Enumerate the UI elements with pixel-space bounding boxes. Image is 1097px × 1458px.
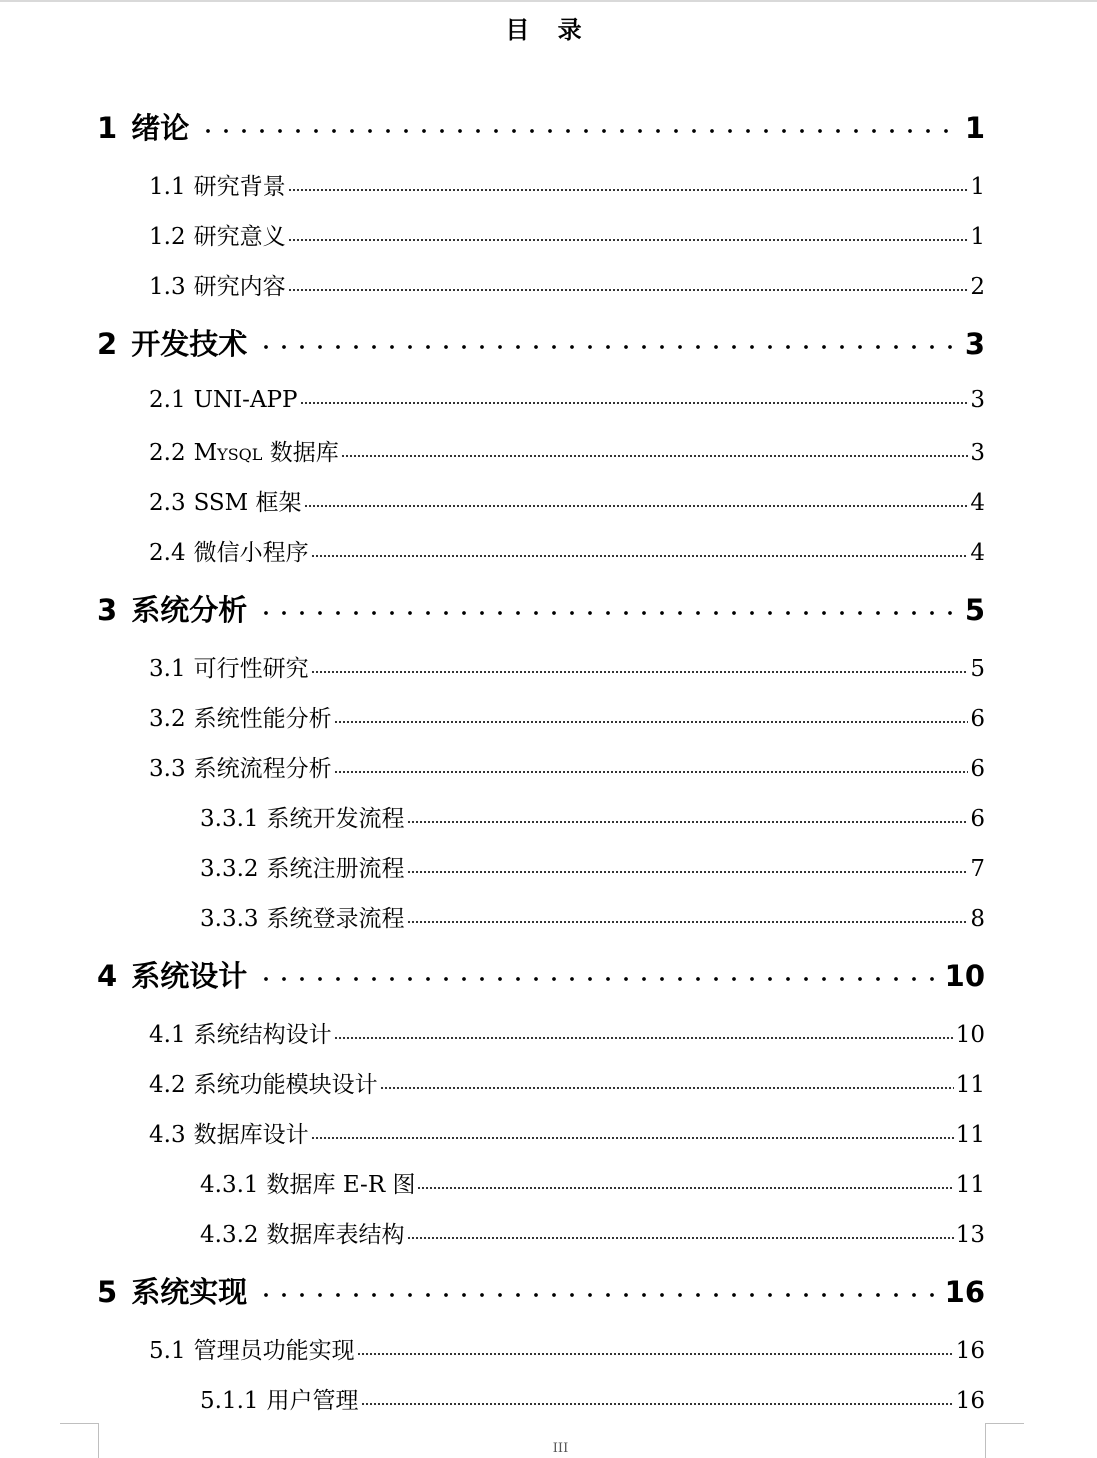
toc-entry[interactable] — [200, 800, 985, 832]
toc-entry-title: 数据库设计 — [193, 1122, 309, 1148]
toc-entry-label — [149, 168, 286, 201]
toc-entry-title: 研究意义 — [193, 224, 286, 250]
toc-entry-page: 11 — [955, 1172, 985, 1198]
toc-entry-title: 研究内容 — [193, 274, 286, 300]
toc-entry-title: 系统注册流程 — [266, 856, 405, 882]
dot-leader — [304, 487, 969, 510]
dot-leader — [380, 1069, 954, 1092]
toc-entry[interactable] — [200, 900, 985, 932]
toc-entry-title: 系统流程分析 — [193, 756, 332, 782]
toc-entry-page: 6 — [970, 806, 985, 832]
toc-entry-number: 2.3 — [149, 490, 186, 516]
toc-entry-page: 4 — [970, 490, 985, 516]
toc-entry-title: 管理员功能实现 — [193, 1338, 355, 1364]
toc-entry[interactable] — [149, 750, 985, 782]
dot-leader — [311, 653, 969, 676]
toc-entry-number: 3 — [97, 593, 118, 627]
dot-leader — [334, 1019, 954, 1042]
toc-entry[interactable] — [149, 1016, 985, 1048]
toc-entry[interactable] — [149, 384, 985, 416]
dot-leader — [407, 803, 969, 826]
dot-leader — [288, 171, 969, 194]
toc-entry-number: 4.3.1 — [200, 1172, 259, 1198]
toc-entry-title: Mysql 数据库 — [193, 440, 339, 466]
toc-entry-label — [200, 1166, 415, 1199]
toc-entry-label — [149, 268, 286, 301]
dot-leader — [199, 109, 955, 138]
dot-leader — [334, 753, 969, 776]
toc-entry-page: 16 — [955, 1388, 985, 1414]
toc-entry-page: 3 — [970, 387, 985, 413]
toc-entry-label — [149, 1066, 378, 1099]
toc-entry[interactable] — [149, 434, 985, 466]
toc-entry[interactable] — [149, 268, 985, 300]
toc-entry-title: 系统登录流程 — [266, 906, 405, 932]
toc-entry[interactable] — [200, 1216, 985, 1248]
toc-entry-number: 1.1 — [149, 174, 186, 200]
toc-entry-number: 3.1 — [149, 656, 186, 682]
toc-entry-label — [149, 534, 309, 567]
toc-entry-label — [200, 1382, 359, 1415]
dot-leader — [334, 703, 969, 726]
toc-entry-title: 数据库表结构 — [266, 1222, 405, 1248]
dot-leader — [407, 903, 969, 926]
dot-leader — [407, 1219, 954, 1242]
toc-entry-label — [149, 484, 302, 517]
toc-entry-label — [149, 1016, 332, 1049]
toc-entry[interactable] — [149, 700, 985, 732]
toc-entry[interactable] — [97, 322, 985, 362]
toc-entry-page: 11 — [955, 1122, 985, 1148]
dot-leader — [311, 1119, 954, 1142]
toc-entry-label — [149, 1116, 309, 1149]
toc-entry-label — [97, 1270, 247, 1311]
toc-entry-number: 3.2 — [149, 706, 186, 732]
toc-entry-number: 1.3 — [149, 274, 186, 300]
toc-entry-number: 5.1.1 — [200, 1388, 259, 1414]
toc-entry-label — [149, 700, 332, 733]
toc-entry-label — [149, 218, 286, 251]
dot-leader — [407, 853, 969, 876]
toc-entry-title: 系统性能分析 — [193, 706, 332, 732]
toc-entry-page: 1 — [964, 111, 985, 145]
toc-entry-number: 4.3 — [149, 1122, 186, 1148]
toc-entry-title: 用户管理 — [266, 1388, 359, 1414]
dot-leader — [288, 221, 969, 244]
dot-leader — [257, 591, 955, 620]
toc-entry-page: 16 — [944, 1275, 985, 1309]
toc-entry-page: 6 — [970, 706, 985, 732]
toc-entry-label — [200, 850, 405, 883]
toc-entry-page: 13 — [955, 1222, 985, 1248]
toc-entry-label — [149, 1332, 355, 1365]
toc-entry-number: 2 — [97, 327, 118, 361]
toc-entry-label — [200, 800, 405, 833]
toc-title: 目 录 — [505, 15, 592, 44]
toc-entry[interactable] — [149, 168, 985, 200]
toc-entry-title: 绪论 — [131, 111, 190, 145]
toc-entry-title: 系统结构设计 — [193, 1022, 332, 1048]
toc-entry-label — [149, 434, 339, 467]
toc-entry-number: 3.3 — [149, 756, 186, 782]
toc-entry-page: 11 — [955, 1072, 985, 1098]
toc-entry[interactable] — [97, 954, 985, 994]
dot-leader — [257, 957, 934, 986]
toc-entry-number: 4.1 — [149, 1022, 186, 1048]
dot-leader — [257, 1273, 934, 1302]
toc-entry-page: 1 — [970, 224, 985, 250]
toc-entry-page: 7 — [970, 856, 985, 882]
toc-entry[interactable] — [200, 1382, 985, 1414]
dot-leader — [417, 1169, 953, 1192]
toc-entry-title: 可行性研究 — [193, 656, 309, 682]
toc-entry-page: 8 — [970, 906, 985, 932]
toc-entry-title: UNI-APP — [193, 387, 298, 413]
toc-entry[interactable] — [149, 484, 985, 516]
toc-entry-label — [97, 106, 189, 147]
toc-entry-number: 5 — [97, 1275, 118, 1309]
toc-entry-number: 3.3.1 — [200, 806, 259, 832]
toc-entry-page: 16 — [955, 1338, 985, 1364]
toc-entry-title: SSM 框架 — [193, 490, 302, 516]
toc-entry-label — [200, 900, 405, 933]
toc-entry-label — [149, 650, 309, 683]
toc-entry-page: 5 — [970, 656, 985, 682]
toc-entry[interactable] — [149, 1332, 985, 1364]
toc-entry-label — [97, 322, 247, 363]
toc-entry[interactable] — [97, 1270, 985, 1310]
toc-entry-label — [97, 588, 247, 629]
toc-entry-page: 3 — [964, 327, 985, 361]
toc-entry-number: 2.1 — [149, 387, 186, 413]
toc-entry-page: 10 — [955, 1022, 985, 1048]
toc-entry[interactable] — [97, 588, 985, 628]
toc-entry[interactable] — [200, 850, 985, 882]
toc-entry-number: 1 — [97, 111, 118, 145]
toc-entry[interactable] — [149, 1116, 985, 1148]
dot-leader — [311, 537, 969, 560]
toc-entry[interactable] — [200, 1166, 985, 1198]
toc-entry-number: 2.4 — [149, 540, 186, 566]
toc-entry-number: 1.2 — [149, 224, 186, 250]
dot-leader — [288, 271, 969, 294]
toc-entry-page: 4 — [970, 540, 985, 566]
toc-entry-number: 5.1 — [149, 1338, 186, 1364]
dot-leader — [300, 384, 969, 407]
toc-entry[interactable] — [149, 650, 985, 682]
toc-entry-page: 2 — [970, 274, 985, 300]
toc-entry-label — [149, 387, 298, 413]
toc-entry-title: 研究背景 — [193, 174, 286, 200]
toc-entry[interactable] — [97, 106, 985, 146]
toc-entry-number: 2.2 — [149, 440, 186, 466]
dot-leader — [357, 1335, 954, 1358]
toc-entry-page: 6 — [970, 756, 985, 782]
toc-entry-label — [97, 954, 247, 995]
toc-entry-title: 开发技术 — [131, 327, 248, 361]
toc-entry-number: 3.3.3 — [200, 906, 259, 932]
toc-entry-page: 10 — [944, 959, 985, 993]
toc-entry-title: 微信小程序 — [193, 540, 309, 566]
dot-leader — [341, 437, 969, 460]
toc-entry-number: 4.2 — [149, 1072, 186, 1098]
toc-entry[interactable] — [149, 1066, 985, 1098]
toc-entry[interactable] — [149, 534, 985, 566]
toc-entry-number: 4 — [97, 959, 118, 993]
toc-entry-label — [200, 1216, 405, 1249]
toc-entry-title: 数据库 E-R 图 — [266, 1172, 416, 1198]
toc-entry-title: 系统分析 — [131, 593, 248, 627]
toc-entry-label — [149, 750, 332, 783]
toc-entry-page: 3 — [970, 440, 985, 466]
toc-entry-page: 1 — [970, 174, 985, 200]
toc-entry-title: 系统实现 — [131, 1275, 248, 1309]
dot-leader — [257, 325, 955, 354]
toc-entry-number: 4.3.2 — [200, 1222, 259, 1248]
toc-entry[interactable] — [149, 218, 985, 250]
dot-leader — [361, 1385, 954, 1408]
toc-entry-title: 系统开发流程 — [266, 806, 405, 832]
toc-entry-number: 3.3.2 — [200, 856, 259, 882]
toc-entry-title: 系统功能模块设计 — [193, 1072, 378, 1098]
toc-entry-page: 5 — [964, 593, 985, 627]
toc-entry-title: 系统设计 — [131, 959, 248, 993]
footer-page-number: III — [552, 1441, 569, 1456]
